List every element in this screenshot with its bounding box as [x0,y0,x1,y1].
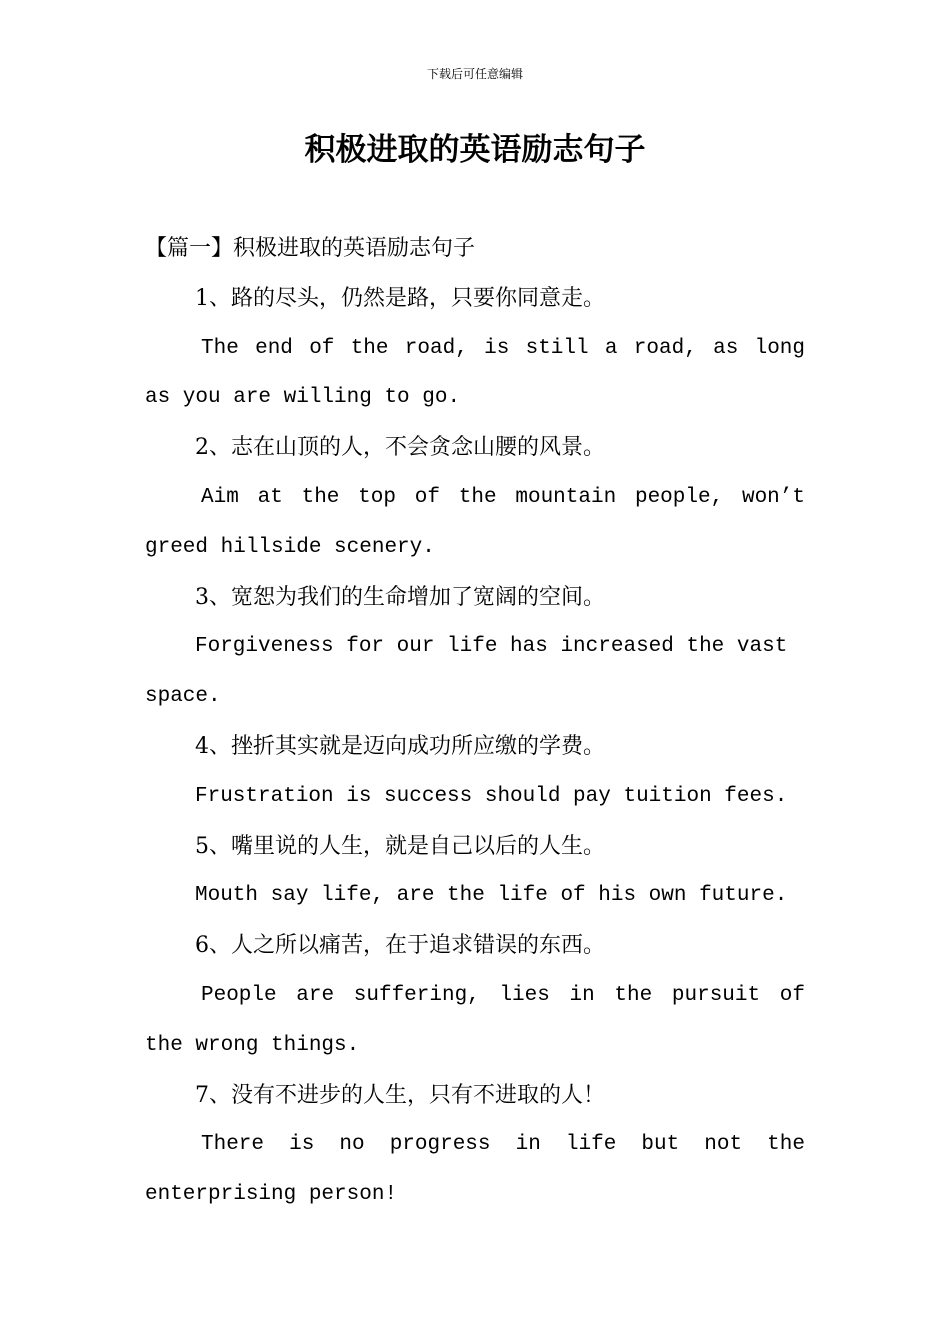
quote-en-4-line1: Frustration is success should pay tuition fees. [195,784,788,808]
header-note: 下载后可任意编辑 [426,67,523,81]
document-title: 积极进取的英语励志句子 [304,132,646,168]
quote-zh-1: 1、路的尽头，仍然是路，只要你同意走。 [195,285,605,311]
section-heading: 【篇一】积极进取的英语励志句子 [145,236,476,261]
quote-zh-3: 3、宽恕为我们的生命增加了宽阔的空间。 [195,584,605,610]
quote-zh-5: 5、嘴里说的人生，就是自己以后的人生。 [195,833,605,859]
quote-en-7-line1: There is no progress in life but not the [201,1133,805,1157]
quote-zh-2: 2、志在山顶的人，不会贪念山腰的风景。 [195,435,605,461]
quote-en-3-line2: space. [145,685,221,709]
quote-zh-7: 7、没有不进步的人生，只有不进取的人！ [195,1082,605,1108]
quote-en-2-line2: greed hillside scenery. [145,535,435,559]
quote-en-6-line2: the wrong things. [145,1033,360,1057]
document-body [145,224,805,1220]
quote-en-7-line2: enterprising person! [145,1183,398,1207]
quote-zh-6: 6、人之所以痛苦，在于追求错误的东西。 [195,933,605,959]
quote-en-6-line1: People are suffering, lies in the pursuit of [201,983,805,1007]
quote-en-1-line2: as you are willing to go. [145,386,461,410]
quote-en-2-line1: Aim at the top of the mountain people, won’t [201,485,805,509]
quote-en-5-line1: Mouth say life, are the life of his own future. [195,884,788,908]
quote-en-3-line1: Forgiveness for our life has increased the vast [195,635,788,659]
quote-zh-4: 4、挫折其实就是迈向成功所应缴的学费。 [195,733,605,759]
quote-en-1-line1: The end of the road, is still a road, as long [201,336,805,360]
